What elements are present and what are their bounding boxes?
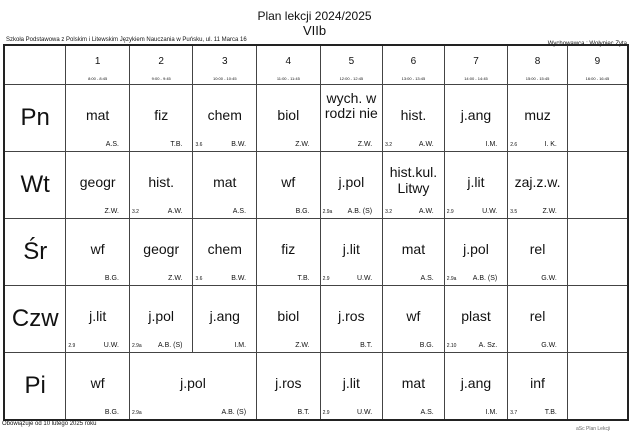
subject: rel bbox=[529, 241, 546, 257]
teacher-initials: A.B. (S) bbox=[157, 342, 183, 349]
lesson-cell bbox=[320, 286, 383, 353]
subject: j.lit bbox=[342, 375, 360, 391]
period-number: 5 bbox=[348, 56, 355, 67]
room-number: 2.9 bbox=[68, 343, 76, 349]
day-row bbox=[4, 353, 628, 421]
lesson-cell bbox=[444, 219, 508, 286]
period-number: 3 bbox=[221, 56, 228, 67]
lesson-cell bbox=[383, 152, 445, 219]
lesson-cell bbox=[257, 353, 321, 421]
period-header bbox=[257, 45, 321, 85]
lesson-cell bbox=[66, 353, 130, 421]
period-time: 14:00 - 14:45 bbox=[464, 76, 488, 81]
room-number: 2.9a bbox=[131, 343, 142, 349]
subject: mat bbox=[401, 241, 426, 257]
room-number: 2.6 bbox=[510, 142, 518, 148]
period-time: 16:00 - 16:45 bbox=[585, 76, 610, 81]
room-number: 3.2 bbox=[385, 142, 393, 148]
subject: hist. bbox=[148, 174, 175, 190]
subject: j.ros bbox=[338, 308, 365, 324]
teacher-initials: B.T. bbox=[297, 409, 310, 416]
teacher-initials: A.B. (S) bbox=[347, 208, 373, 215]
class-tutor: Wychowawca : Wołyniec Zyta bbox=[547, 41, 627, 47]
lesson-cell bbox=[129, 152, 193, 219]
lesson-cell bbox=[383, 286, 445, 353]
period-header-row bbox=[4, 45, 628, 85]
lesson-cell bbox=[320, 85, 383, 152]
period-number: 6 bbox=[410, 56, 417, 67]
subject: j.ang bbox=[460, 107, 492, 123]
subject: j.lit bbox=[89, 308, 107, 324]
teacher-initials: A.W. bbox=[418, 141, 434, 148]
subject: wych. w rodzi nie bbox=[324, 90, 378, 121]
lesson-cell bbox=[257, 152, 321, 219]
day-label: Wt bbox=[4, 152, 66, 219]
period-number: 4 bbox=[285, 56, 292, 67]
lesson-cell bbox=[257, 85, 321, 152]
teacher-initials: U.W. bbox=[482, 208, 498, 215]
room-number: 3.7 bbox=[510, 410, 518, 416]
day-row bbox=[4, 219, 628, 286]
lesson-cell bbox=[193, 219, 257, 286]
lesson-cell bbox=[383, 219, 445, 286]
lesson-cell bbox=[193, 286, 257, 353]
teacher-initials: A.B. (S) bbox=[221, 409, 247, 416]
teacher-initials: T.B. bbox=[544, 409, 557, 416]
lesson-cell bbox=[66, 152, 130, 219]
class-name: VIIb bbox=[302, 23, 327, 38]
period-number: 2 bbox=[158, 56, 164, 67]
teacher-initials: B.T. bbox=[360, 342, 373, 349]
teacher-initials: Z.W. bbox=[168, 275, 183, 282]
subject: j.pol bbox=[148, 308, 175, 324]
room-number: 3.5 bbox=[510, 209, 518, 215]
subject: j.pol bbox=[338, 174, 365, 190]
teacher-initials: I.M. bbox=[485, 141, 498, 148]
teacher-initials: Z.W. bbox=[295, 342, 310, 349]
room-number: 2.9a bbox=[446, 276, 457, 282]
period-header bbox=[129, 45, 193, 85]
empty-cell bbox=[567, 85, 628, 152]
room-number: 2.9 bbox=[322, 276, 330, 282]
period-header bbox=[320, 45, 383, 85]
subject: inf bbox=[530, 375, 545, 391]
teacher-initials: A.S. bbox=[420, 409, 434, 416]
teacher-initials: U.W. bbox=[103, 342, 119, 349]
day-row bbox=[4, 286, 628, 353]
subject: j.ang bbox=[460, 375, 492, 391]
period-header bbox=[193, 45, 257, 85]
lesson-cell bbox=[508, 286, 568, 353]
lesson-cell bbox=[320, 219, 383, 286]
lesson-cell bbox=[66, 219, 130, 286]
room-number: 2.9 bbox=[446, 209, 454, 215]
day-row bbox=[4, 152, 628, 219]
lesson-cell bbox=[320, 353, 383, 421]
lesson-cell bbox=[257, 286, 321, 353]
subject: plast bbox=[461, 308, 491, 324]
subject: wf bbox=[281, 174, 296, 190]
subject: j.ros bbox=[275, 375, 302, 391]
empty-cell bbox=[567, 353, 628, 421]
room-number: 3.6 bbox=[195, 276, 203, 282]
teacher-initials: A.W. bbox=[418, 208, 434, 215]
teacher-initials: B.W. bbox=[231, 275, 247, 282]
subject: chem bbox=[207, 107, 242, 123]
lesson-cell bbox=[66, 286, 130, 353]
lesson-cell bbox=[444, 85, 508, 152]
teacher-initials: Z.W. bbox=[104, 208, 119, 215]
period-number: 1 bbox=[94, 56, 101, 67]
lesson-cell bbox=[508, 353, 568, 421]
period-time: 11:00 - 11:45 bbox=[276, 76, 300, 81]
room-number: 2.9 bbox=[322, 410, 330, 416]
subject: geogr bbox=[143, 241, 180, 257]
subject: fiz bbox=[154, 107, 169, 123]
subject: mat bbox=[85, 107, 110, 123]
period-time: 13:00 - 13:45 bbox=[401, 76, 426, 81]
subject: j.pol bbox=[180, 375, 206, 391]
room-number: 2.10 bbox=[446, 343, 457, 349]
teacher-initials: Z.W. bbox=[295, 141, 310, 148]
period-number: 7 bbox=[473, 56, 479, 67]
empty-cell bbox=[567, 286, 628, 353]
period-header bbox=[567, 45, 628, 85]
room-number: 3.2 bbox=[131, 209, 139, 215]
room-number: 2.9a bbox=[322, 209, 333, 215]
teacher-initials: B.G. bbox=[104, 275, 119, 282]
day-row bbox=[4, 85, 628, 152]
period-header bbox=[508, 45, 568, 85]
subject: zaj.z.w. bbox=[514, 174, 561, 190]
school-name: Szkoła Podstawowa z Polskim i Litewskim Językiem Nauczania w Puńsku, ul. 11 Marca 16 bbox=[6, 37, 247, 43]
teacher-initials: A. Sz. bbox=[478, 342, 498, 349]
subject: wf bbox=[90, 375, 105, 391]
subject: mat bbox=[213, 174, 237, 190]
teacher-initials: B.W. bbox=[231, 141, 247, 148]
teacher-initials: I.M. bbox=[234, 342, 247, 349]
teacher-initials: Z.W. bbox=[542, 208, 557, 215]
empty-cell bbox=[567, 219, 628, 286]
lesson-cell bbox=[129, 219, 193, 286]
subject: j.lit bbox=[467, 174, 485, 190]
subject: hist.kul. Litwy bbox=[389, 164, 438, 196]
teacher-initials: A.S. bbox=[232, 208, 247, 215]
subject: wf bbox=[406, 308, 421, 324]
lesson-cell bbox=[444, 152, 508, 219]
lesson-cell bbox=[444, 286, 508, 353]
subject: mat bbox=[401, 375, 426, 391]
room-number: 2.9a bbox=[131, 410, 142, 416]
lesson-cell bbox=[444, 353, 508, 421]
room-number: 3.2 bbox=[385, 209, 393, 215]
lesson-cell bbox=[193, 152, 257, 219]
teacher-initials: A.W. bbox=[167, 208, 183, 215]
teacher-initials: B.G. bbox=[104, 409, 119, 416]
period-header bbox=[66, 45, 130, 85]
lesson-cell bbox=[320, 152, 383, 219]
period-time: 9:00 - 9:45 bbox=[151, 76, 171, 81]
subject: j.pol bbox=[463, 241, 489, 257]
subject: j.ang bbox=[209, 308, 240, 324]
lesson-cell bbox=[257, 219, 321, 286]
teacher-initials: B.G. bbox=[295, 208, 310, 215]
period-time: 15:00 - 15:45 bbox=[525, 76, 550, 81]
timetable-grid bbox=[3, 44, 629, 421]
subject: biol bbox=[277, 107, 300, 123]
subject: fiz bbox=[281, 241, 296, 257]
teacher-initials: U.W. bbox=[356, 275, 373, 282]
subject: wf bbox=[90, 241, 105, 257]
day-label: Śr bbox=[4, 219, 66, 286]
valid-from-note: Obowiązuje od 10 lutego 2025 roku bbox=[2, 421, 97, 427]
page-title: Plan lekcji 2024/2025 bbox=[257, 9, 372, 23]
period-time: 10:00 - 10:45 bbox=[212, 76, 237, 81]
lesson-cell bbox=[129, 85, 193, 152]
period-header bbox=[383, 45, 445, 85]
teacher-initials: G.W. bbox=[541, 342, 557, 349]
period-header bbox=[444, 45, 508, 85]
subject: biol bbox=[277, 308, 300, 324]
teacher-initials: A.B. (S) bbox=[472, 275, 498, 282]
lesson-cell bbox=[193, 85, 257, 152]
empty-cell bbox=[567, 152, 628, 219]
room-number: 3.6 bbox=[195, 142, 203, 148]
subject: hist. bbox=[400, 107, 427, 123]
lesson-cell bbox=[383, 353, 445, 421]
app-credit: aSc Plan Lekcji bbox=[576, 426, 611, 432]
lesson-cell bbox=[66, 85, 130, 152]
lesson-cell bbox=[129, 286, 193, 353]
day-label: Pn bbox=[4, 85, 66, 152]
subject: muz bbox=[524, 107, 551, 123]
subject: geogr bbox=[79, 174, 116, 190]
lesson-cell bbox=[508, 85, 568, 152]
lesson-cell bbox=[508, 219, 568, 286]
teacher-initials: A.S. bbox=[105, 141, 119, 148]
lesson-cell bbox=[508, 152, 568, 219]
period-time: 12:00 - 12:45 bbox=[339, 76, 364, 81]
teacher-initials: U.W. bbox=[356, 409, 373, 416]
lesson-cell bbox=[129, 353, 256, 421]
teacher-initials: I. K. bbox=[544, 141, 557, 148]
day-label: Pi bbox=[4, 353, 66, 421]
corner-cell bbox=[4, 45, 66, 85]
lesson-cell bbox=[383, 85, 445, 152]
subject: rel bbox=[529, 308, 546, 324]
period-number: 9 bbox=[594, 56, 601, 67]
teacher-initials: T.B. bbox=[170, 141, 183, 148]
teacher-initials: Z.W. bbox=[357, 141, 373, 148]
subject: j.lit bbox=[342, 241, 360, 257]
period-time: 8:00 - 8:45 bbox=[88, 76, 108, 81]
teacher-initials: A.S. bbox=[420, 275, 434, 282]
teacher-initials: I.M. bbox=[485, 409, 498, 416]
subject: chem bbox=[207, 241, 242, 257]
day-label: Czw bbox=[4, 286, 66, 353]
teacher-initials: T.B. bbox=[297, 275, 310, 282]
teacher-initials: B.G. bbox=[419, 342, 434, 349]
period-number: 8 bbox=[534, 56, 541, 67]
teacher-initials: G.W. bbox=[541, 275, 557, 282]
